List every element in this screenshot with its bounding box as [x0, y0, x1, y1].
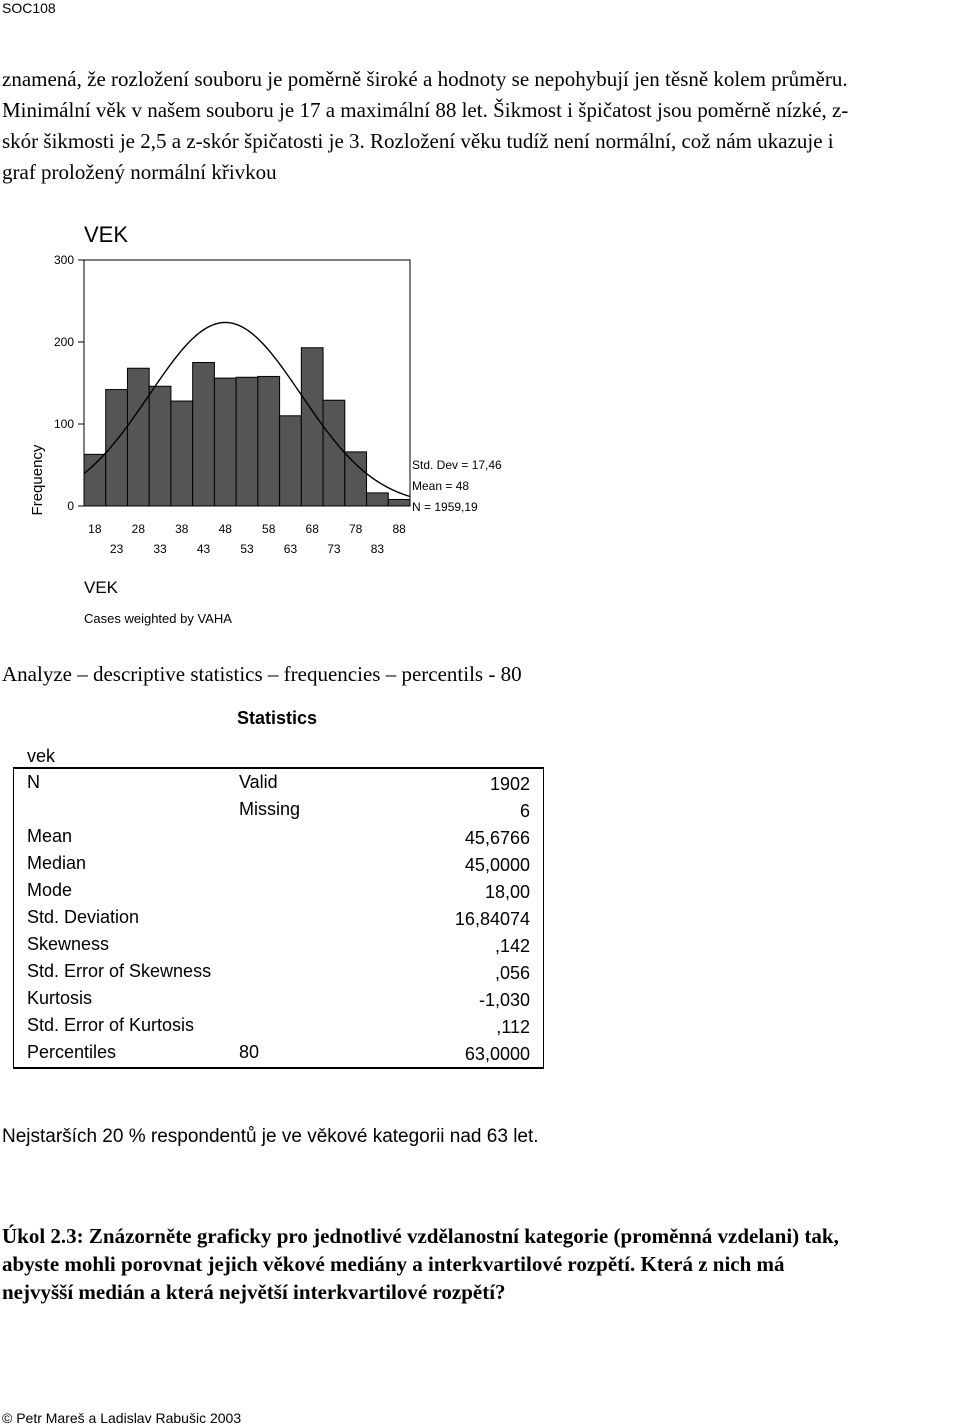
x-tick-label: 88 — [392, 522, 406, 536]
task-line: Úkol 2.3: Znázorněte graficky pro jednotlivé vzdělanostní kategorie (proměnná vzdelani) tak, — [2, 1224, 839, 1248]
stats-row — [14, 1039, 543, 1066]
weighting-note: Cases weighted by VAHA — [84, 611, 232, 626]
histogram-bar — [127, 368, 149, 506]
header-code: SOC108 — [2, 0, 56, 16]
histogram-bar — [258, 376, 280, 506]
stats-row-sublabel: Missing — [239, 799, 301, 819]
histogram-bar — [280, 416, 302, 506]
histogram-bar — [301, 348, 323, 506]
footer-copyright: © Petr Mareš a Ladislav Rabušic 2003 — [2, 1410, 242, 1426]
x-tick-label: 78 — [348, 522, 363, 536]
histogram-bar — [84, 454, 106, 506]
histogram-bar — [388, 499, 410, 506]
bars — [84, 348, 410, 506]
x-axis-label: VEK — [84, 578, 119, 597]
stats-row-label: Std. Error of Kurtosis — [27, 1015, 195, 1035]
histogram-bar — [193, 363, 215, 507]
task-line: nejvyšší medián a která největší interkvartilové rozpětí? — [2, 1280, 506, 1304]
stats-row — [14, 985, 543, 1012]
histogram-bar — [236, 377, 258, 506]
stats-row-value: 1902 — [489, 774, 530, 794]
histogram-svg — [0, 210, 540, 640]
x-tick-label: 83 — [370, 542, 385, 556]
intro-paragraph — [2, 64, 952, 188]
stats-row-sublabel: 80 — [239, 1042, 260, 1062]
intro-line: Minimální věk v našem souboru je 17 a maximální 88 let. Šikmost i špičatost jsou poměrně nízké, z- — [2, 98, 849, 122]
histogram-bar — [214, 378, 236, 506]
y-axis-label: Frequency — [29, 444, 46, 516]
stats-row — [14, 931, 543, 958]
x-tick-label: 38 — [175, 522, 189, 536]
y-tick-label: 0 — [67, 499, 74, 513]
y-tick-label: 200 — [53, 335, 74, 349]
chart-title: VEK — [84, 222, 129, 247]
x-tick-label: 53 — [240, 542, 254, 556]
y-tick-label: 100 — [53, 417, 74, 431]
x-tick-label: 33 — [153, 542, 167, 556]
stats-row-label: Skewness — [27, 934, 110, 954]
stats-row — [14, 769, 543, 796]
stats-row-label: Kurtosis — [27, 988, 93, 1008]
stats-row-value: 45,6766 — [464, 828, 530, 848]
stats-row-value: 63,0000 — [464, 1044, 530, 1064]
conclusion-text: Nejstarších 20 % respondentů je ve věkové kategorii nad 63 let. — [2, 1126, 539, 1147]
stats-row-label: Median — [27, 853, 87, 873]
histogram-bar — [171, 401, 193, 506]
x-tick-label: 63 — [283, 542, 298, 556]
stats-table-title: Statistics — [237, 708, 318, 728]
histogram-bar — [323, 400, 345, 506]
histogram-chart — [0, 210, 540, 640]
stats-row — [14, 823, 543, 850]
y-tick-label: 300 — [53, 253, 74, 267]
legend-item: Std. Dev = 17,46 — [412, 458, 502, 472]
stats-row — [14, 1012, 543, 1039]
stats-row — [14, 958, 543, 985]
stats-row — [14, 877, 543, 904]
x-tick-label: 68 — [305, 522, 319, 536]
intro-line: znamená, že rozložení souboru je poměrně široké a hodnoty se nepohybují jen těsně kolem průměru. — [2, 67, 848, 91]
histogram-bar — [345, 452, 367, 506]
task-line: abyste mohli porovnat jejich věkové mediány a interkvartilové rozpětí. Která z nich má — [2, 1252, 785, 1276]
stats-row-value: ,056 — [494, 963, 530, 983]
legend-item: Mean = 48 — [412, 479, 470, 493]
x-tick-label: 23 — [109, 542, 124, 556]
statistics-table — [13, 767, 544, 1069]
analyze-instruction: Analyze – descriptive statistics – frequencies – percentils - 80 — [2, 662, 522, 686]
stats-row-value: 18,00 — [484, 882, 530, 902]
histogram-bar — [106, 390, 128, 506]
stats-variable-name: vek — [27, 746, 56, 766]
stats-row-label: Std. Deviation — [27, 907, 140, 927]
stats-row-label: Std. Error of Skewness — [27, 961, 212, 981]
histogram-bar — [149, 386, 171, 506]
legend-item: N = 1959,19 — [412, 500, 478, 514]
y-ticks — [54, 253, 84, 513]
stats-row-value: 16,84074 — [454, 909, 530, 929]
x-tick-label: 43 — [196, 542, 211, 556]
intro-line: graf proložený normální křivkou — [2, 160, 277, 184]
stats-row-value: ,112 — [496, 1017, 530, 1037]
x-tick-label: 18 — [88, 522, 102, 536]
x-tick-label: 73 — [327, 542, 341, 556]
stats-row-value: 6 — [519, 801, 530, 821]
histogram-bar — [367, 493, 389, 506]
stats-row-value: 45,0000 — [464, 855, 530, 875]
x-tick-label: 28 — [131, 522, 146, 536]
x-tick-label: 58 — [262, 522, 276, 536]
intro-line: skór šikmosti je 2,5 a z-skór špičatosti je 3. Rozložení věku tudíž není normální, což nám ukazuje i — [2, 129, 834, 153]
stats-row — [14, 796, 543, 823]
stats-row-label: Mode — [27, 880, 73, 900]
chart-legend — [412, 458, 502, 514]
stats-row-value: ,142 — [494, 936, 530, 956]
stats-row-label: N — [27, 772, 40, 792]
stats-row-label: Percentiles — [27, 1042, 117, 1062]
x-ticks — [88, 522, 406, 556]
stats-row — [14, 904, 543, 931]
x-tick-label: 48 — [218, 522, 232, 536]
stats-row-label: Mean — [27, 826, 73, 846]
stats-row-value: -1,030 — [478, 990, 530, 1010]
stats-row-sublabel: Valid — [239, 772, 278, 792]
stats-row — [14, 850, 543, 877]
task-paragraph — [2, 1222, 952, 1306]
